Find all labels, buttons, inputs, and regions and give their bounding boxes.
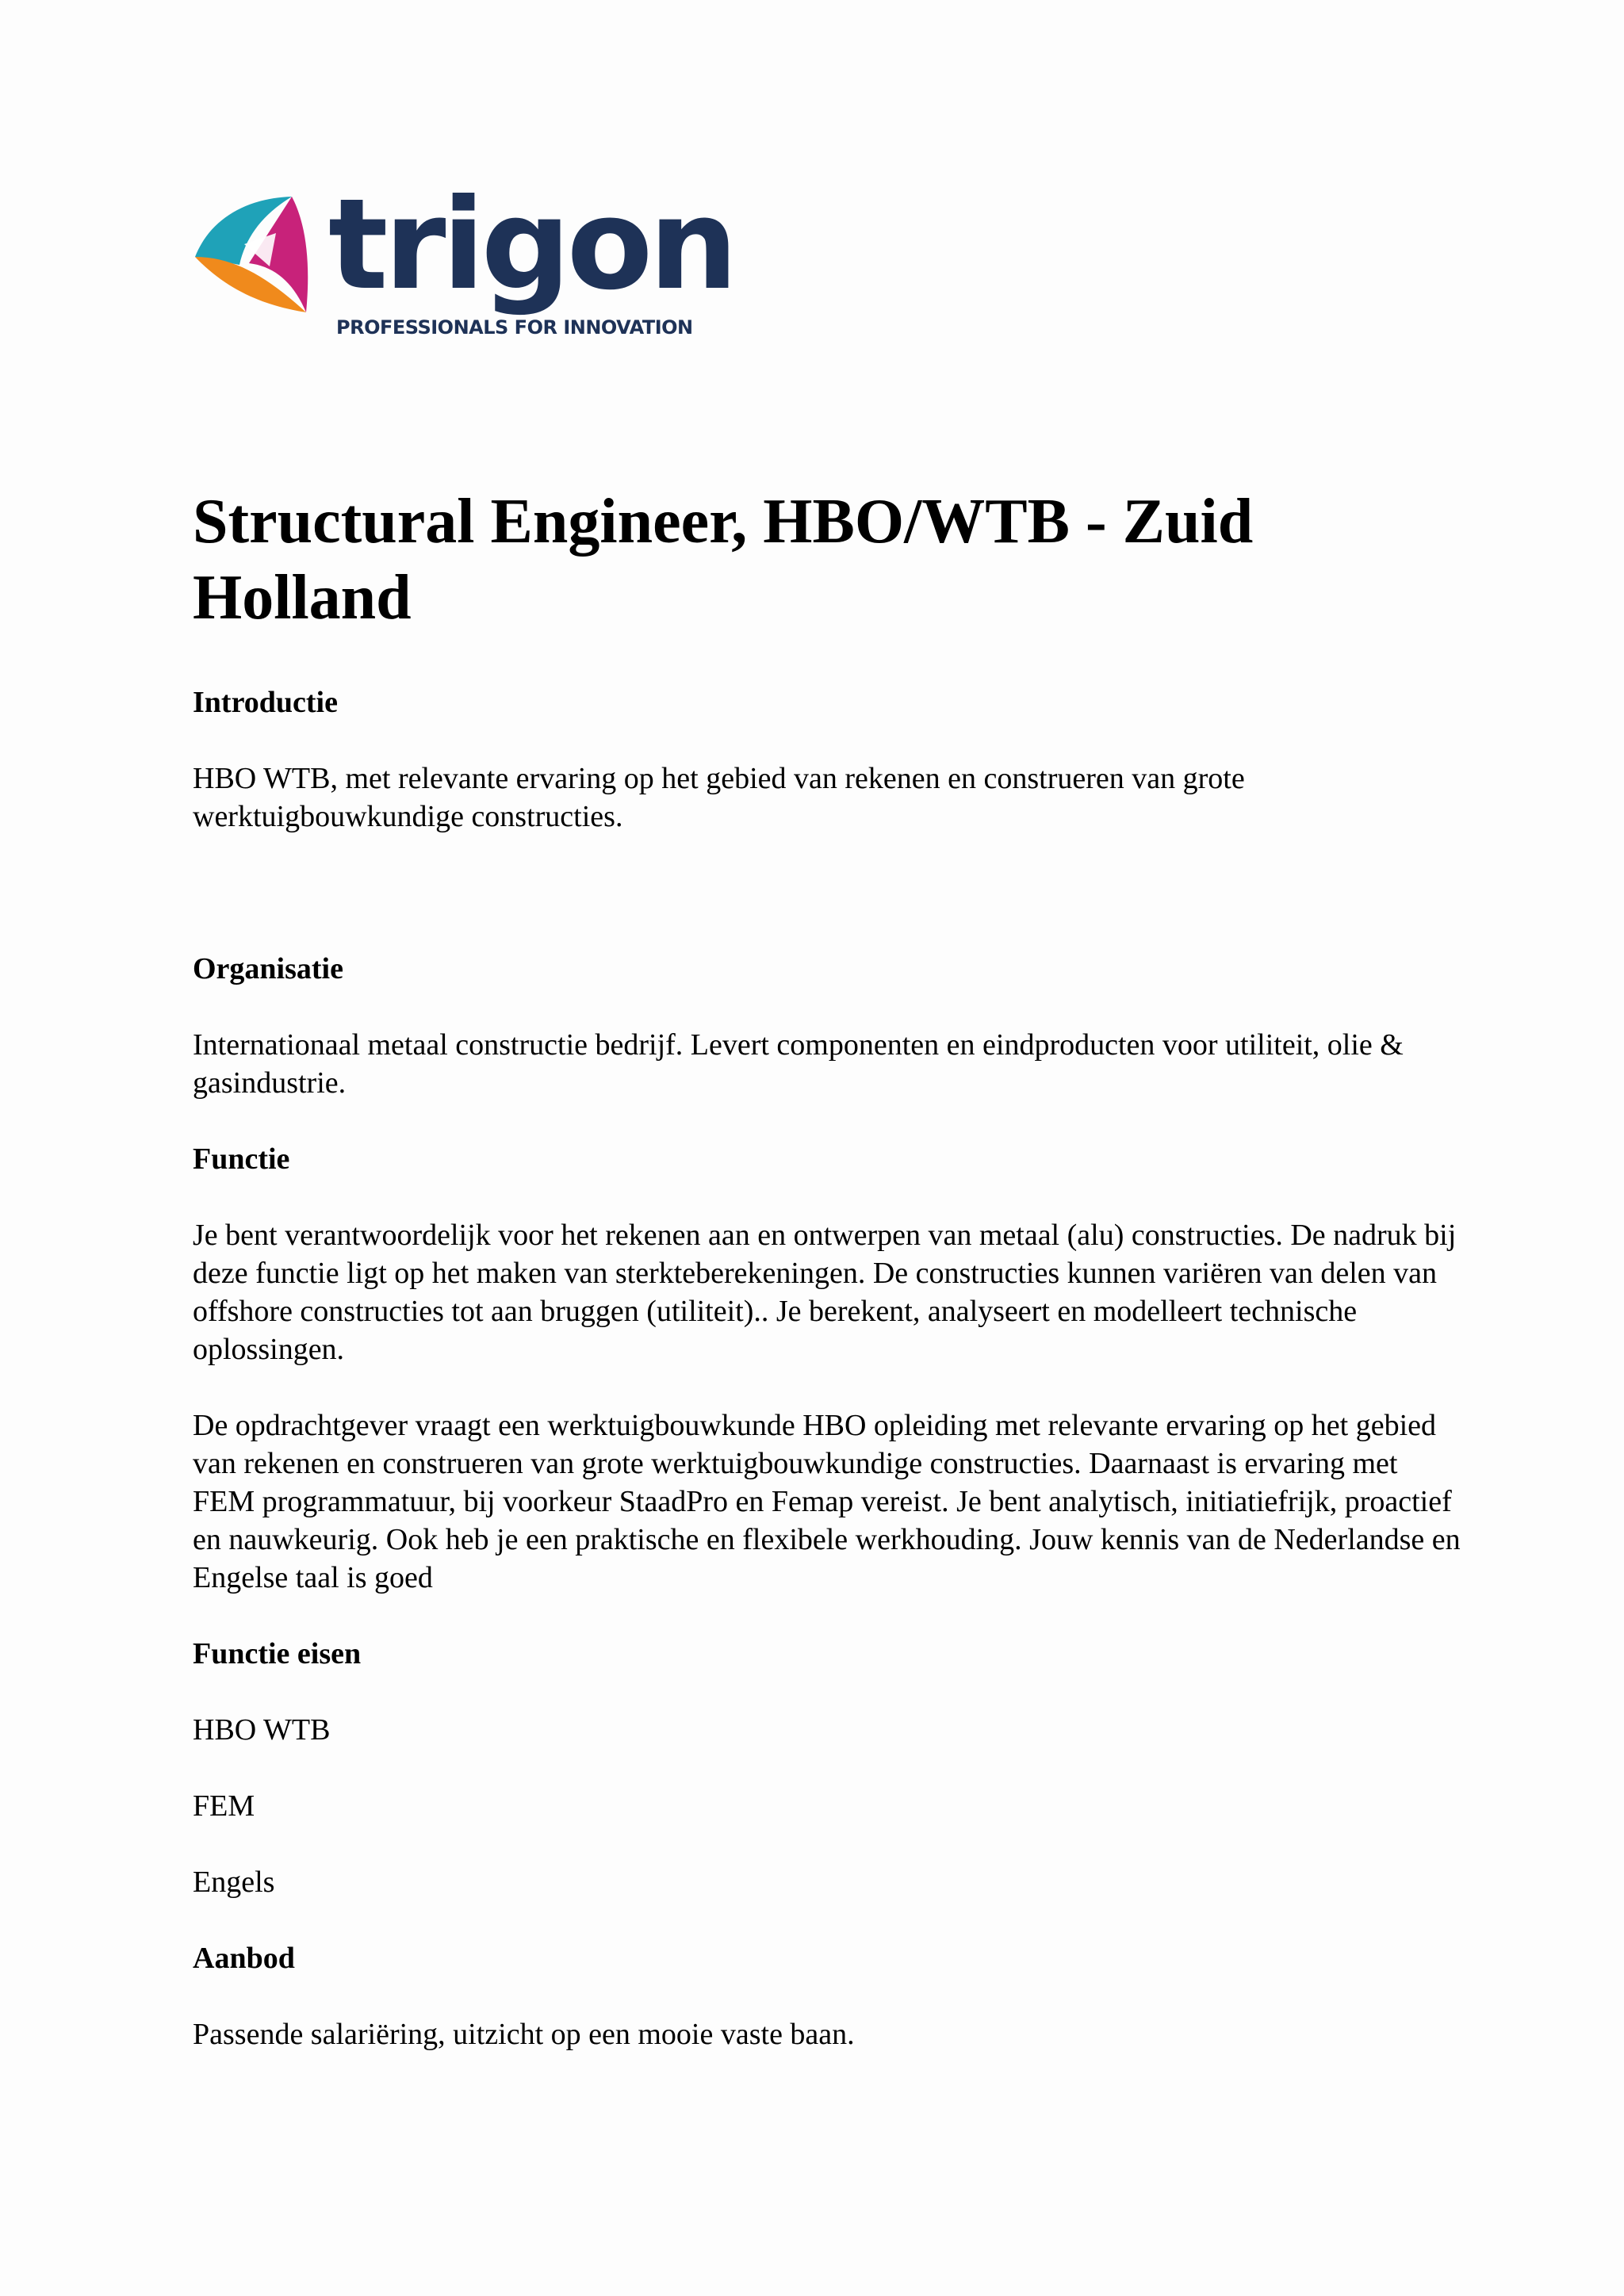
functie-paragraph-1: Je bent verantwoordelijk voor het rekenen aan en ontwerpen van metaal (alu) constructies. De nadruk bij deze functie ligt op het maken van sterkteberekeningen. De constructies kunnen variëren van delen van offshore constructies tot aan bruggen (utiliteit).. Je berekent, analyseert en modelleert technische oplossingen.: [193, 1219, 1457, 1366]
introductie-text: HBO WTB, met relevante ervaring op het gebied van rekenen en construeren van grote werktuigbouwkundige constructies.: [193, 762, 1245, 833]
section-heading-introductie: Introductie: [193, 686, 338, 719]
trigon-logo: [187, 172, 734, 368]
requirement-item: FEM: [193, 1789, 255, 1823]
page-title: Structural Engineer, HBO/WTB - Zuid Holland: [193, 487, 1254, 633]
section-heading-aanbod: Aanbod: [193, 1942, 295, 1975]
section-heading-functie: Functie: [193, 1142, 290, 1176]
section-heading-organisatie: Organisatie: [193, 952, 343, 985]
logo-wordmark: trigon: [328, 172, 734, 318]
requirement-item: HBO WTB: [193, 1713, 331, 1747]
organisatie-text: Internationaal metaal constructie bedrijf. Levert componenten en eindproducten voor utiliteit, olie & gasindustrie.: [193, 1028, 1404, 1100]
section-heading-functie-eisen: Functie eisen: [193, 1637, 362, 1670]
aanbod-text: Passende salariëring, uitzicht op een mooie vaste baan.: [193, 2018, 855, 2051]
requirement-item: Engels: [193, 1866, 275, 1899]
functie-paragraph-2: De opdrachtgever vraagt een werktuigbouwkunde HBO opleiding met relevante ervaring op het gebied van rekenen en construeren van grote werktuigbouwkundige constructies. Daarnaast is ervaring met FEM programmatuur, bij voorkeur StaadPro en Femap vereist. Je bent analytisch, initiatiefrijk, proactief en nauwkeurig. Ook heb je een praktische en flexibele werkhouding. Jouw kennis van de Nederlandse en Engelse taal is goed: [193, 1409, 1461, 1594]
logo-tagline: PROFESSIONALS FOR INNOVATION: [336, 316, 693, 339]
job-posting: [193, 484, 1461, 2053]
trigon-logo-mark-icon: [187, 187, 322, 322]
